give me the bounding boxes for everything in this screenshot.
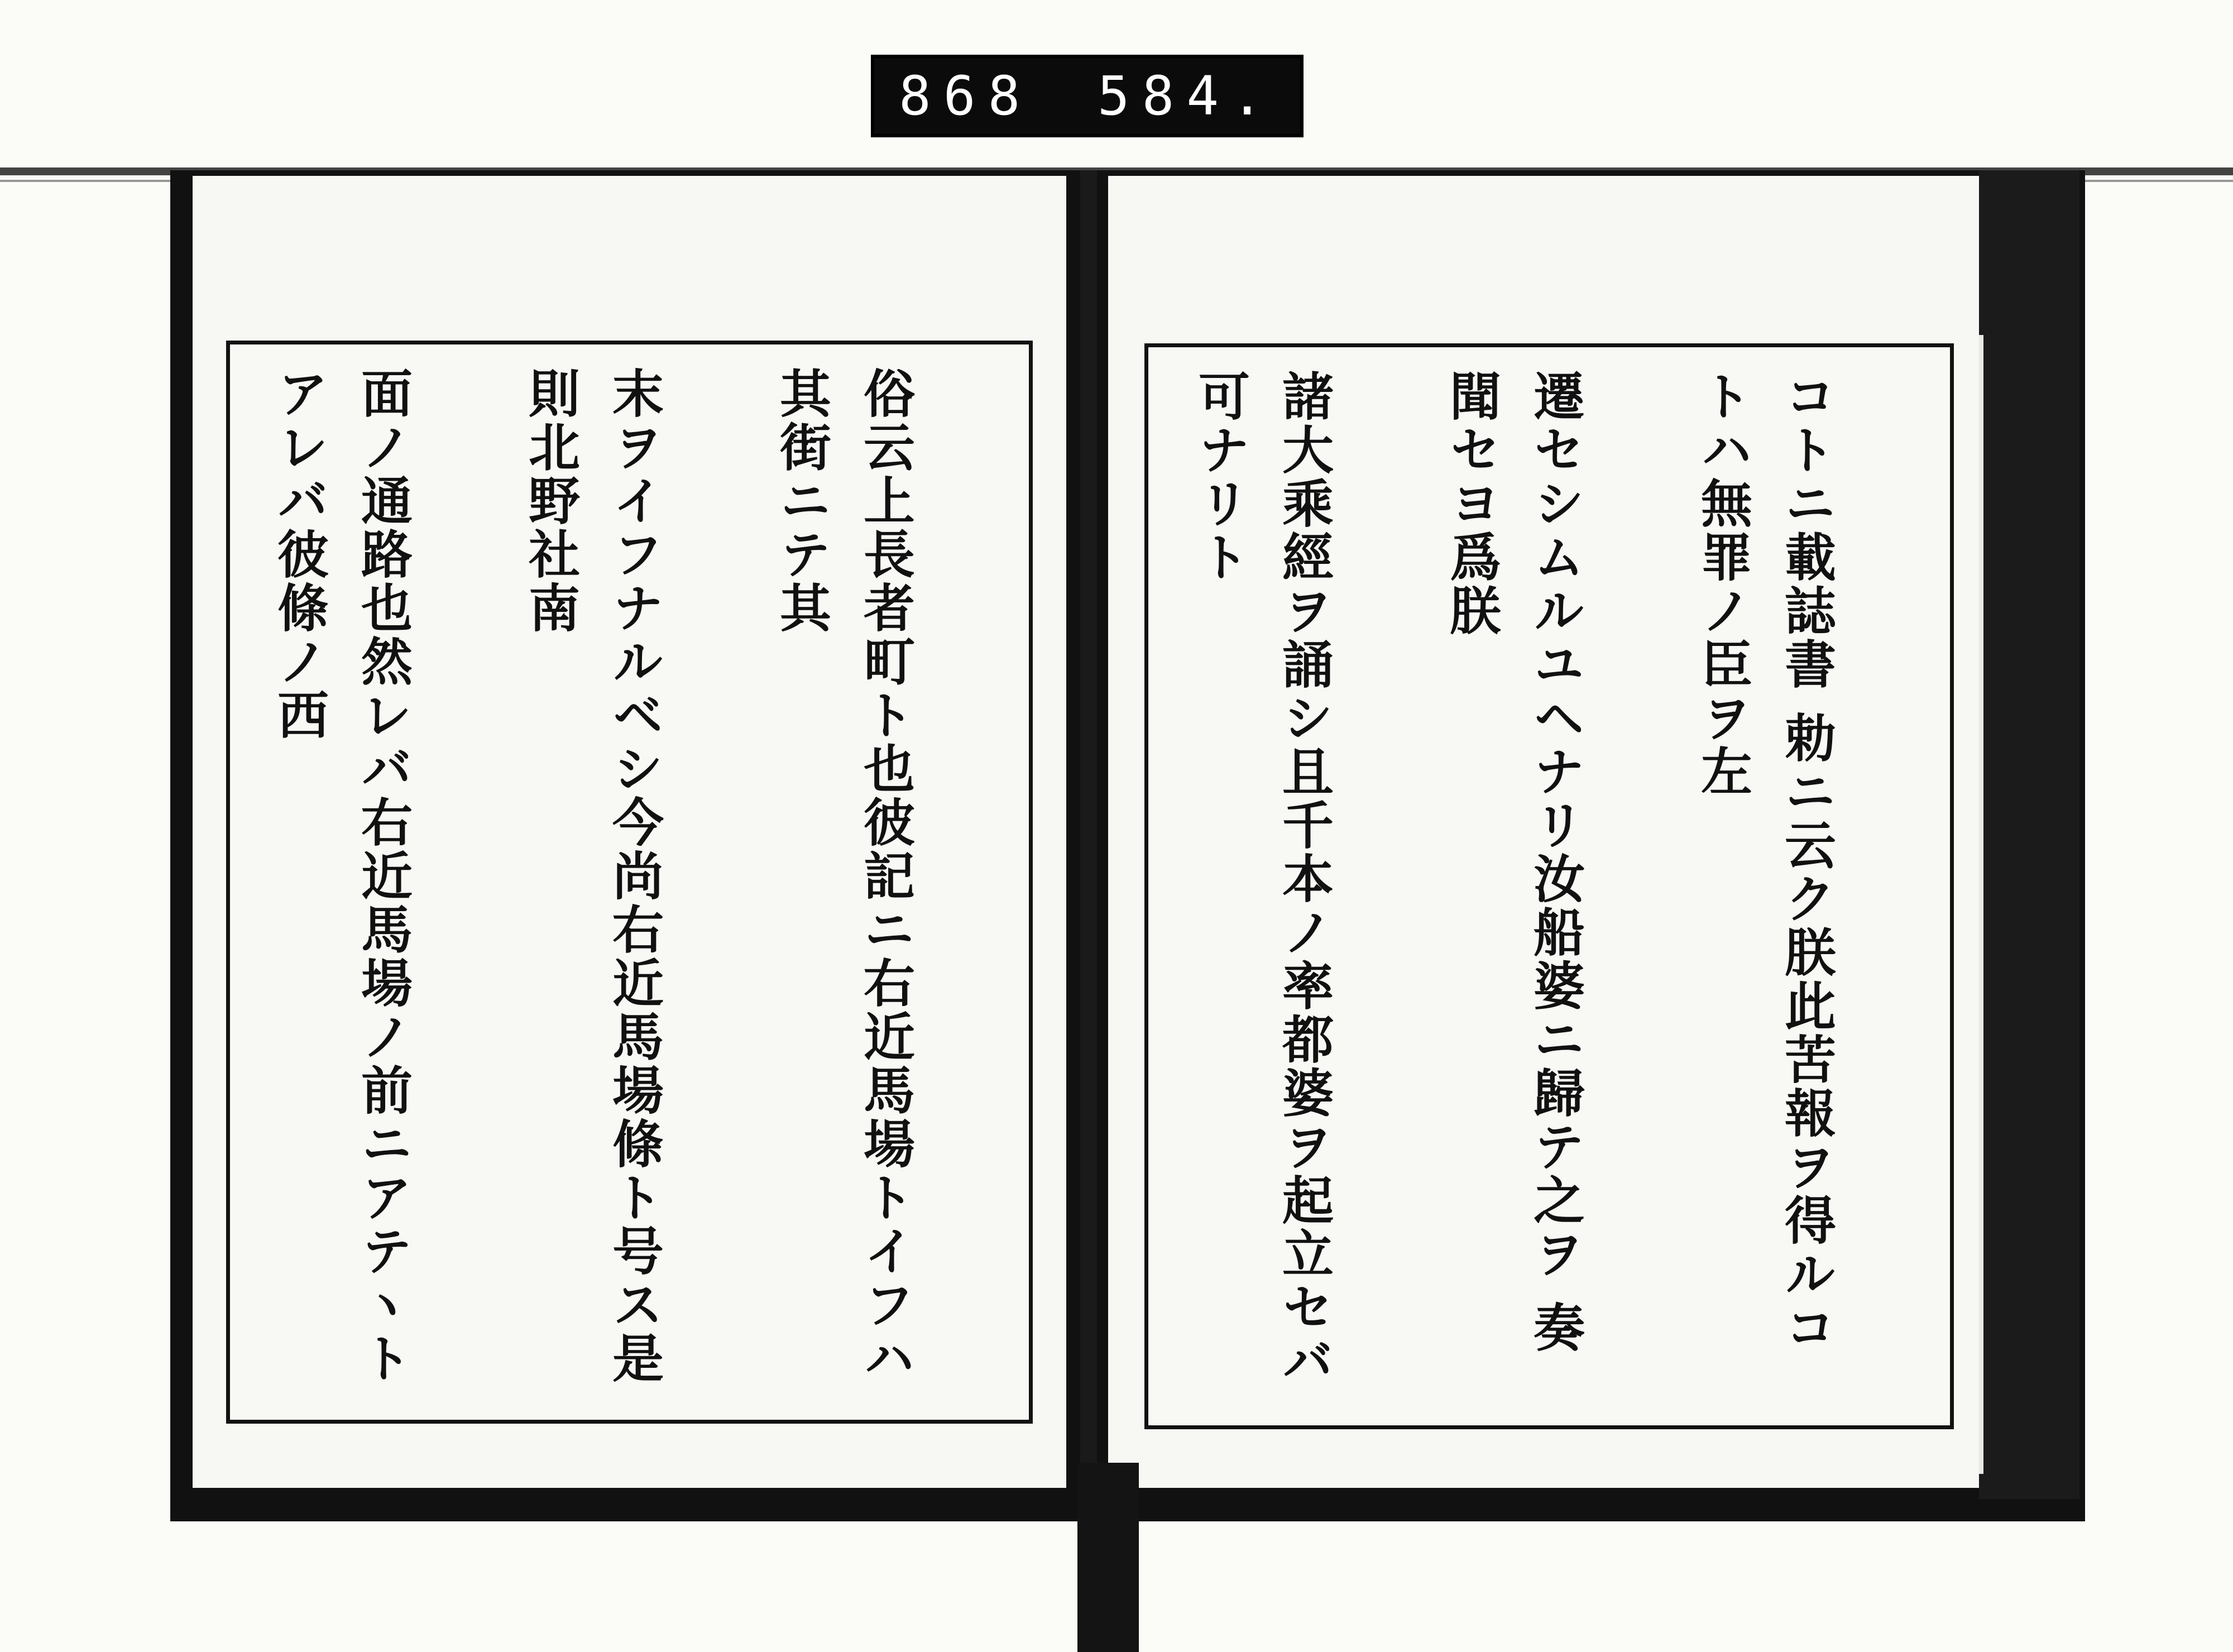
- book-gutter: [1080, 170, 1097, 1477]
- call-number-left: 868: [899, 65, 1033, 127]
- text-line: 末ヲイフナルベシ今尚右近馬場條ト号ス是則北野社南: [520, 367, 664, 1385]
- call-number-label: [871, 55, 1304, 137]
- left-page-text-frame: [226, 341, 1033, 1424]
- call-number-right: 584.: [1097, 65, 1276, 127]
- spine-tab: [1077, 1463, 1139, 1652]
- text-line: コトニ載誌書 勅ニ云ク朕此苦報ヲ得ルコトハ無罪ノ臣ヲ左: [1693, 370, 1837, 1355]
- right-page-text: [1166, 370, 1932, 1403]
- text-line: 面ノ通路也然レバ右近馬場ノ前ニアテヽトアレバ彼條ノ西: [269, 367, 413, 1385]
- book-right-edge: [1979, 170, 2079, 1499]
- text-line: 諸大乘經ヲ誦シ且千本ノ率都婆ヲ起立セバ可ナリト: [1190, 370, 1334, 1388]
- text-line: 俗云上長者町ト也彼記ニ右近馬場トイフハ其街ニテ其: [772, 367, 916, 1385]
- right-page-text-frame: [1144, 343, 1954, 1429]
- text-line: 遷セシムルユヘナリ汝船婆ニ歸テ之ヲ 奏聞セヨ爲朕: [1441, 370, 1585, 1355]
- left-page-text: [248, 367, 1011, 1397]
